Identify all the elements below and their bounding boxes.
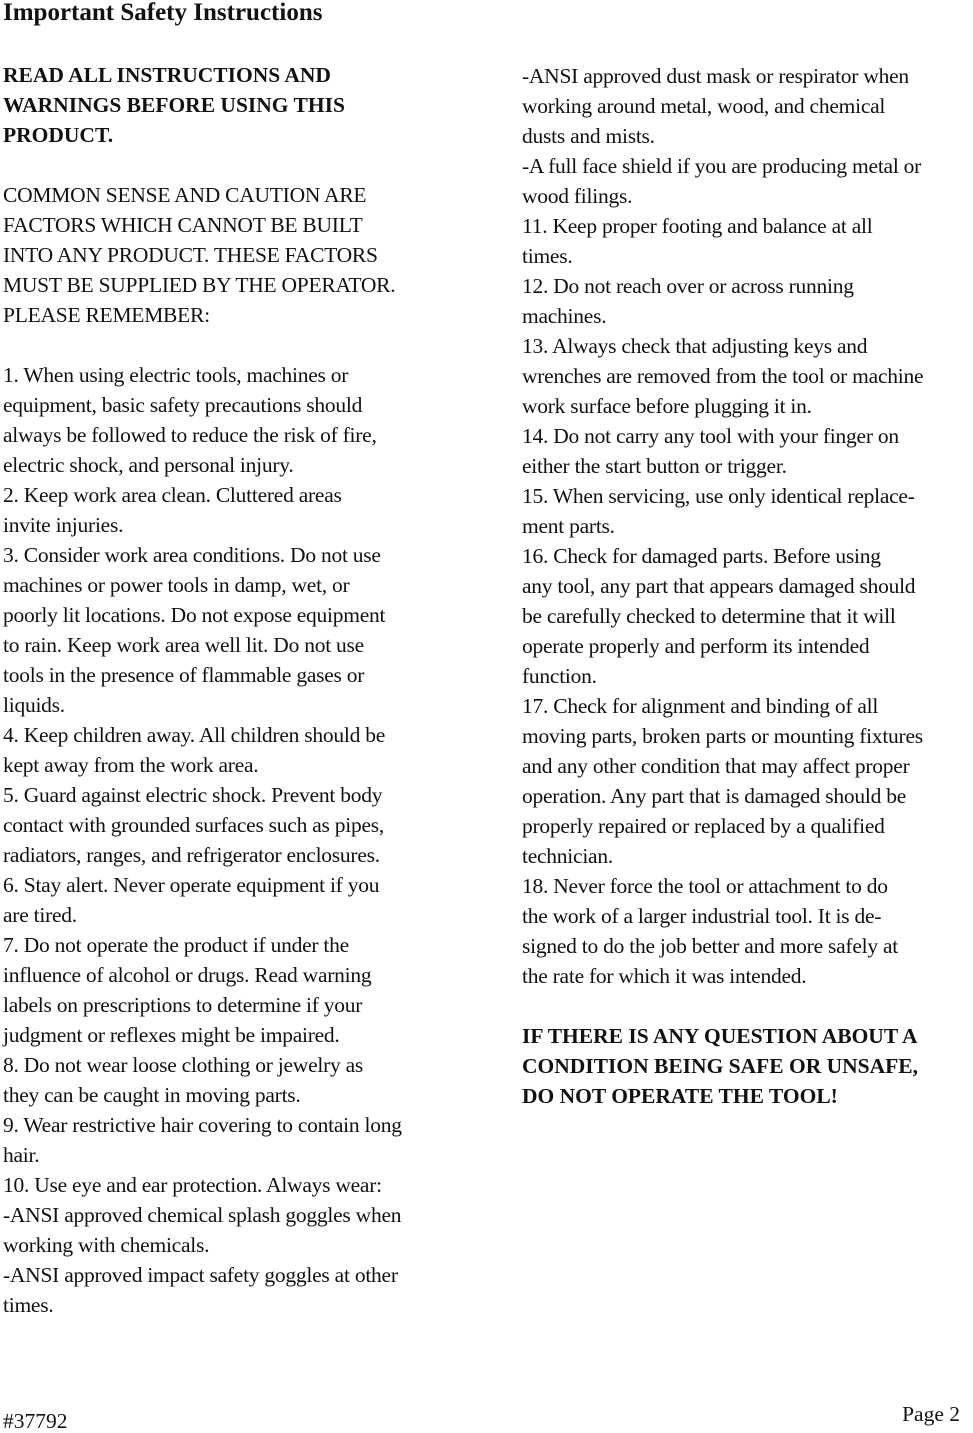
paragraph-gap xyxy=(3,150,455,180)
final-warning xyxy=(522,1021,973,1111)
instruction-line: 6. Stay alert. Never operate equipment if you xyxy=(3,873,380,897)
instruction-line: labels on prescriptions to determine if your xyxy=(3,993,363,1017)
instruction-line: working around metal, wood, and chemical xyxy=(522,94,886,118)
instruction-line: 13. Always check that adjusting keys and xyxy=(522,334,868,358)
instruction-line: -ANSI approved chemical splash goggles when xyxy=(3,1203,402,1227)
instruction-line: 16. Check for damaged parts. Before using xyxy=(522,544,881,568)
instruction-line: times. xyxy=(522,244,573,268)
instruction-line: 11. Keep proper footing and balance at all xyxy=(522,214,873,238)
instruction-line: -A full face shield if you are producing metal or xyxy=(522,154,922,178)
instruction-line: properly repaired or replaced by a qualified xyxy=(522,814,885,838)
instruction-line: kept away from the work area. xyxy=(3,753,259,777)
instruction-line: hair. xyxy=(3,1143,40,1167)
instruction-line: -ANSI approved dust mask or respirator when xyxy=(522,64,909,88)
paragraph-gap xyxy=(522,991,973,1021)
part-number: #37792 xyxy=(3,1409,68,1433)
instruction-line: 1. When using electric tools, machines or xyxy=(3,363,349,387)
instruction-line: 15. When servicing, use only identical replace- xyxy=(522,484,915,508)
instruction-line: are tired. xyxy=(3,903,77,927)
left-column xyxy=(3,60,455,1320)
instruction-line: 9. Wear restrictive hair covering to contain long xyxy=(3,1113,402,1137)
instruction-line: 18. Never force the tool or attachment to do xyxy=(522,874,888,898)
instruction-line: poorly lit locations. Do not expose equipment xyxy=(3,603,386,627)
instruction-line: invite injuries. xyxy=(3,513,124,537)
final-warning-line: DO NOT OPERATE THE TOOL! xyxy=(522,1084,838,1108)
paragraph-gap xyxy=(3,330,455,360)
common-sense-line: MUST BE SUPPLIED BY THE OPERATOR. xyxy=(3,273,396,297)
instruction-line: contact with grounded surfaces such as pipes, xyxy=(3,813,385,837)
instruction-line: 4. Keep children away. All children should be xyxy=(3,723,386,747)
instruction-line: wood filings. xyxy=(522,184,633,208)
instruction-line: the work of a larger industrial tool. It is de- xyxy=(522,904,882,928)
instruction-line: -ANSI approved impact safety goggles at other xyxy=(3,1263,398,1287)
instruction-line: and any other condition that may affect proper xyxy=(522,754,910,778)
final-warning-line: IF THERE IS ANY QUESTION ABOUT A xyxy=(522,1024,918,1048)
instruction-line: always be followed to reduce the risk of fire, xyxy=(3,423,377,447)
instruction-line: equipment, basic safety precautions should xyxy=(3,393,363,417)
instruction-list-left xyxy=(3,360,455,1320)
instruction-line: the rate for which it was intended. xyxy=(522,964,807,988)
instruction-line: electric shock, and personal injury. xyxy=(3,453,294,477)
instruction-line: judgment or reflexes might be impaired. xyxy=(3,1023,340,1047)
instruction-line: liquids. xyxy=(3,693,65,717)
instruction-line: moving parts, broken parts or mounting fixtures xyxy=(522,724,923,748)
common-sense-line: PLEASE REMEMBER: xyxy=(3,303,210,327)
instruction-line: any tool, any part that appears damaged should xyxy=(522,574,916,598)
warning-heading-line: PRODUCT. xyxy=(3,123,114,147)
instruction-line: 10. Use eye and ear protection. Always wear: xyxy=(3,1173,382,1197)
common-sense-line: INTO ANY PRODUCT. THESE FACTORS xyxy=(3,243,378,267)
instruction-line: be carefully checked to determine that it will xyxy=(522,604,896,628)
instruction-line: operate properly and perform its intended xyxy=(522,634,870,658)
instruction-line: 3. Consider work area conditions. Do not use xyxy=(3,543,381,567)
instruction-line: 5. Guard against electric shock. Prevent body xyxy=(3,783,383,807)
instruction-line: machines or power tools in damp, wet, or xyxy=(3,573,350,597)
instruction-line: working with chemicals. xyxy=(3,1233,210,1257)
common-sense-line: COMMON SENSE AND CAUTION ARE xyxy=(3,183,367,207)
warning-heading-line: READ ALL INSTRUCTIONS AND xyxy=(3,63,331,87)
instruction-line: work surface before plugging it in. xyxy=(522,394,812,418)
instruction-line: technician. xyxy=(522,844,613,868)
instruction-line: 14. Do not carry any tool with your finger on xyxy=(522,424,899,448)
common-sense-line: FACTORS WHICH CANNOT BE BUILT xyxy=(3,213,363,237)
instruction-line: radiators, ranges, and refrigerator enclosures. xyxy=(3,843,380,867)
instruction-line: 7. Do not operate the product if under the xyxy=(3,933,349,957)
instruction-line: ment parts. xyxy=(522,514,615,538)
instruction-line: 8. Do not wear loose clothing or jewelry as xyxy=(3,1053,364,1077)
instruction-line: tools in the presence of flammable gases or xyxy=(3,663,365,687)
instruction-line: function. xyxy=(522,664,597,688)
right-column xyxy=(522,61,973,1111)
warning-heading xyxy=(3,60,455,150)
final-warning-line: CONDITION BEING SAFE OR UNSAFE, xyxy=(522,1054,919,1078)
instruction-line: times. xyxy=(3,1293,54,1317)
instruction-line: 17. Check for alignment and binding of all xyxy=(522,694,879,718)
instruction-line: wrenches are removed from the tool or machine xyxy=(522,364,924,388)
instruction-line: machines. xyxy=(522,304,607,328)
instruction-line: to rain. Keep work area well lit. Do not use xyxy=(3,633,364,657)
instruction-line: 12. Do not reach over or across running xyxy=(522,274,854,298)
instruction-line: they can be caught in moving parts. xyxy=(3,1083,301,1107)
instruction-line: 2. Keep work area clean. Cluttered areas xyxy=(3,483,342,507)
warning-heading-line: WARNINGS BEFORE USING THIS xyxy=(3,93,345,117)
page-title: Important Safety Instructions xyxy=(3,0,323,26)
common-sense-notice xyxy=(3,180,455,330)
instruction-line: operation. Any part that is damaged should be xyxy=(522,784,907,808)
instruction-line: either the start button or trigger. xyxy=(522,454,787,478)
instruction-line: dusts and mists. xyxy=(522,124,655,148)
instruction-list-right xyxy=(522,61,973,991)
instruction-line: signed to do the job better and more safely at xyxy=(522,934,898,958)
instruction-line: influence of alcohol or drugs. Read warning xyxy=(3,963,372,987)
page-number: Page 2 xyxy=(902,1402,960,1426)
